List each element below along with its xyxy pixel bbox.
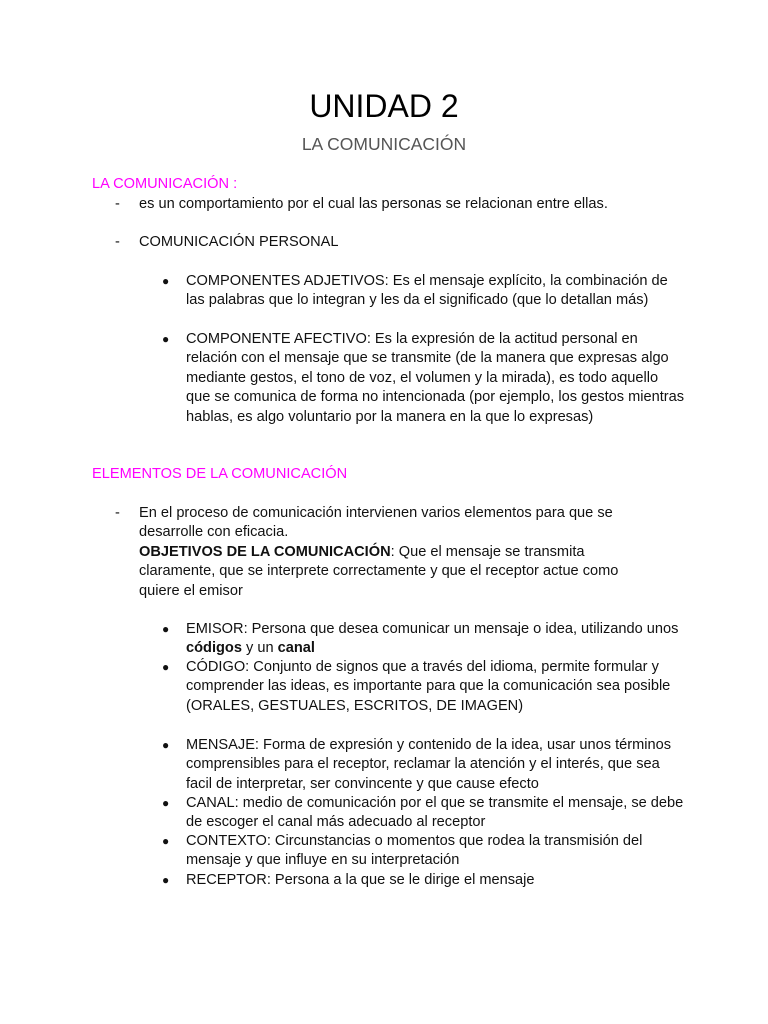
emisor-text: EMISOR: Persona que desea comunicar un mensaje o idea, utilizando unos	[186, 621, 679, 637]
bullet-marker: ●	[162, 332, 170, 346]
list-item-componentes-adjetivos: COMPONENTES ADJETIVOS: Es el mensaje explícito, la combinación de las palabras que lo integran y les da el significado (que lo detallan más)	[186, 273, 668, 309]
bullet-marker: ●	[162, 873, 170, 887]
comunicacion-personal-label: COMUNICACIÓN PERSONAL	[139, 234, 339, 250]
page-title: UNIDAD 2	[309, 88, 459, 124]
list-item-componente-afectivo: COMPONENTE AFECTIVO: Es la expresión de la actitud personal en relación con el mensaje que se transmite (de la manera que expresas algo mediante gestos, el tono de voz, el volumen y la mirada), es todo aquello que se comunica de forma no intencionada (por ejemplo, los gestos mientras hablas, es algo voluntario por la manera en la que lo expresas)	[186, 331, 685, 425]
list-item-canal: CANAL: medio de comunicación por el que se transmite el mensaje, se debe de escoger el canal más adecuado al receptor	[186, 795, 684, 831]
dash-marker: -	[115, 234, 120, 250]
list-item-contexto: CONTEXTO: Circunstancias o momentos que rodea la transmisión del mensaje y que influye en su interpretación	[186, 833, 643, 869]
section-heading-text: LA COMUNICACIÓN	[92, 176, 230, 192]
section-heading-colon: :	[229, 176, 238, 192]
bullet-marker: ●	[162, 274, 170, 288]
section-heading-elementos: ELEMENTOS DE LA COMUNICACIÓN	[92, 466, 348, 482]
list-item-codigo: CÓDIGO: Conjunto de signos que a través del idioma, permite formular y comprender las ideas, es importante para que la comunicación sea posible (ORALES, GESTUALES, ESCRITOS, DE IMAGEN)	[186, 659, 671, 714]
section-heading-comunicacion	[92, 175, 237, 194]
emisor-mid-text: y un	[241, 640, 278, 657]
page-subtitle: LA COMUNICACIÓN	[301, 134, 467, 154]
elementos-intro	[139, 504, 659, 601]
bullet-marker: ●	[162, 738, 170, 752]
bullet-marker: ●	[162, 834, 170, 848]
objetivos-label: OBJETIVOS DE LA COMUNICACIÓN	[139, 543, 391, 560]
list-item-receptor: RECEPTOR: Persona a la que se le dirige el mensaje	[186, 872, 535, 888]
emisor-codigos-bold: códigos	[186, 640, 242, 657]
emisor-canal-bold: canal	[277, 640, 315, 657]
objetivos-text: : Que el mensaje se transmita claramente, que se interprete correctamente y que el receptor actue como quiere el emisor	[139, 543, 619, 599]
bullet-marker: ●	[162, 622, 170, 636]
list-item-emisor	[186, 620, 686, 659]
dash-marker: -	[115, 196, 120, 212]
definition-text: es un comportamiento por el cual las personas se relacionan entre ellas.	[139, 196, 608, 212]
dash-marker: -	[115, 505, 120, 521]
intro-text: En el proceso de comunicación intervienen varios elementos para que se desarrolle con eficacia.	[139, 505, 613, 541]
bullet-marker: ●	[162, 660, 170, 674]
bullet-marker: ●	[162, 796, 170, 810]
list-item-mensaje: MENSAJE: Forma de expresión y contenido de la idea, usar unos términos comprensibles para el receptor, reclamar la atención y el interés, que sea facil de interpretar, ser convincente y que cause efecto	[186, 737, 672, 792]
